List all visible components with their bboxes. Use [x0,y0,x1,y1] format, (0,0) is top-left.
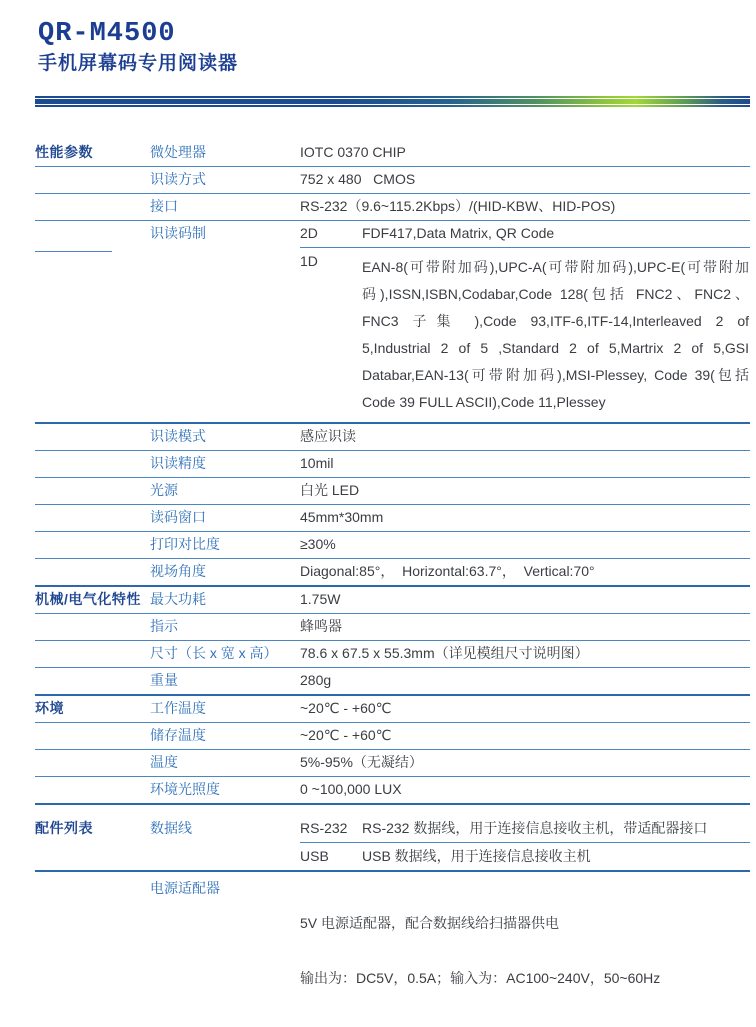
param-label: 读码窗口 [150,509,206,525]
param-label: 温度 [150,754,178,770]
param-value: 白光 LED [300,482,360,498]
param-value: 10mil [300,455,334,471]
spec-row-light-source [35,478,750,505]
spec-row-weight [35,668,750,696]
param-value: 蜂鸣器 [300,618,342,634]
param-label: 光源 [150,482,178,498]
param-value: IOTC 0370 CHIP [300,144,406,160]
table-cell-border-stub [35,251,112,252]
param-value: 1.75W [300,591,341,607]
param-value: 感应识读 [300,428,356,444]
cable-type: RS-232 [300,820,348,836]
spec-row-window [35,505,750,532]
param-label: 识读码制 [150,225,206,241]
ribbon-line-bottom [35,105,750,107]
param-label: 尺寸（长 x 宽 x 高） [150,645,278,661]
param-value: ~20℃ - +60℃ [300,700,392,716]
symbology-list: FDF417,Data Matrix, QR Code [362,225,555,241]
param-label: 数据线 [150,820,192,836]
spec-row-read-mode [35,424,750,451]
param-label: 识读模式 [150,428,206,444]
param-label: 视场角度 [150,563,206,579]
spec-row-symbologies [35,221,750,424]
param-value: 280g [300,672,332,688]
spec-row-interface [35,194,750,221]
spec-row-humidity [35,750,750,777]
param-label: 识读方式 [150,171,206,187]
param-label: 指示 [150,618,178,634]
spec-row-operating-temp [35,696,750,723]
spec-row-power-consumption [35,587,750,614]
spec-row-data-cables [35,816,750,872]
section-label-accessories: 配件列表 [35,820,93,836]
product-title: QR-M4500 [38,19,176,49]
param-label: 电源适配器 [150,880,220,896]
param-label: 打印对比度 [150,536,220,552]
param-value: 5%-95%（无凝结） [300,754,423,770]
param-label: 最大功耗 [150,591,206,607]
spec-row-precision [35,451,750,478]
param-label: 储存温度 [150,727,206,743]
cable-rs232-row [300,821,750,843]
param-label: 识读精度 [150,455,206,471]
page-header [0,0,756,76]
spec-table [35,140,750,1027]
param-value: RS-232（9.6~115.2Kbps）/(HID-KBW、HID-POS) [300,198,616,214]
param-value: 5V 电源适配器，配合数据线给扫描器供电 [300,915,560,931]
symbology-1d-row [300,248,750,416]
param-value: 45mm*30mm [300,509,384,525]
param-label: 微处理器 [150,144,206,160]
spec-row-storage-temp [35,723,750,750]
spec-row-contrast [35,532,750,559]
symbology-type: 2D [300,225,318,241]
symbology-list: EAN-8(可带附加码),UPC-A(可带附加码),UPC-E(可带附加码),ISSN,ISBN,Codabar,Code 128(包括 FNC2、FNC2、FNC3 子集 ),Code 93,ITF-6,ITF-14,Interleaved 2 of 5,Industrial 2 of 5 ,Standard 2 of 5,Martrix 2 of 5,GSI Databar,EAN-13(可带附加码),MSI-Plessey, Code 39(包括 Code 39 FULL ASCII),Code 11,Plessey [362,259,749,410]
param-value: ≥30% [300,536,336,552]
cable-description: USB 数据线，用于连接信息接收主机 [362,848,591,864]
spec-row-cpu [35,140,750,167]
symbology-2d-row [300,226,750,248]
cable-type: USB [300,848,329,864]
section-label-environment: 环境 [35,700,64,716]
spec-row-power-adapter [35,872,750,1027]
param-value: 0 ~100,000 LUX [300,781,402,797]
cable-description: RS-232 数据线，用于连接信息接收主机，带适配器接口 [362,820,708,836]
divider-ribbon [35,96,750,107]
param-value: ~20℃ - +60℃ [300,727,392,743]
param-label: 环境光照度 [150,781,220,797]
spec-row-field-of-view [35,559,750,587]
param-value: 752 x 480 CMOS [300,171,416,187]
param-label: 接口 [150,198,178,214]
spec-row-indicator [35,614,750,641]
section-label-performance: 性能参数 [35,144,93,160]
param-value: 输出为：DC5V，0.5A；输入为：AC100~240V，50~60Hz [300,970,661,986]
spec-row-sensor [35,167,750,194]
param-value: Diagonal:85°， Horizontal:63.7°， Vertical:70° [300,563,595,579]
section-label-mechanical: 机械/电气化特性 [35,591,141,607]
product-subtitle: 手机屏幕码专用阅读器 [38,53,239,74]
cable-usb-row [300,843,750,864]
param-value: 78.6 x 67.5 x 55.3mm（详见模组尺寸说明图） [300,645,589,661]
symbology-type: 1D [300,253,318,269]
param-label: 工作温度 [150,700,206,716]
param-label: 重量 [150,672,178,688]
spec-row-dimensions [35,641,750,668]
spec-row-ambient-light [35,777,750,805]
